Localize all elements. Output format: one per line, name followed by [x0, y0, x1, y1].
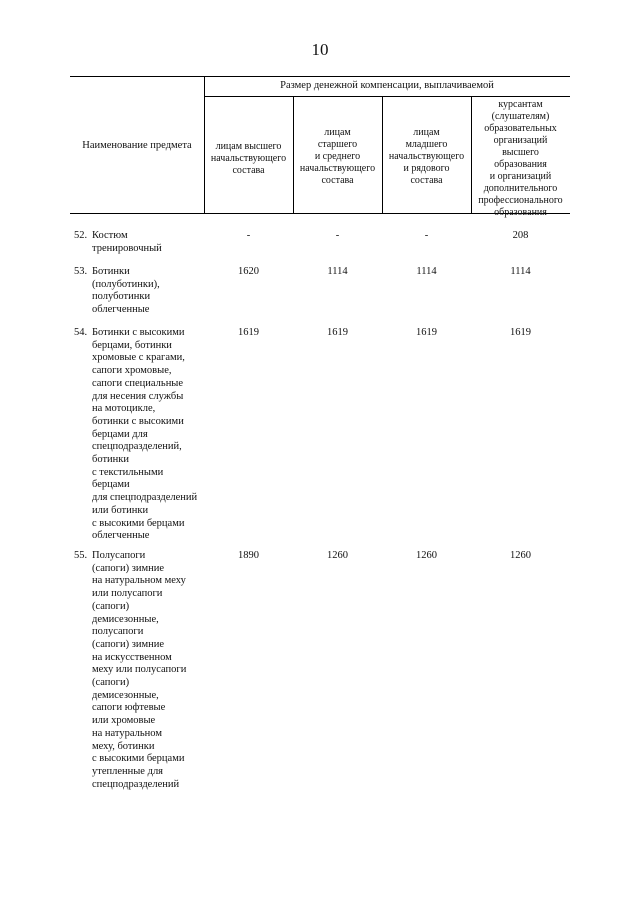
item-name-line: (сапоги)	[92, 600, 130, 612]
row-number: 52.	[74, 230, 88, 241]
compensation-value: 1619	[416, 327, 437, 338]
item-name-line: для несения службы	[92, 390, 184, 402]
item-name-line: (сапоги)	[92, 677, 130, 689]
item-name-line: берцами, ботинки	[92, 339, 172, 351]
column-header-line: лицам	[324, 127, 351, 138]
group-divider	[204, 96, 570, 97]
compensation-value: 1619	[327, 327, 348, 338]
column-header-middle-command	[293, 127, 382, 187]
item-name-line: (сапоги) зимние	[92, 562, 165, 574]
item-name-line: для спецподразделений	[92, 492, 198, 504]
compensation-value: -	[246, 230, 251, 241]
item-name-line: или хромовые	[92, 715, 156, 727]
column-header-line: образования	[494, 159, 547, 170]
item-name-line: сапоги хромовые,	[92, 365, 172, 377]
row-number: 55.	[74, 550, 88, 561]
compensation-value: 1260	[327, 550, 348, 561]
item-name-line: полусапоги	[92, 626, 144, 638]
compensation-value: 1619	[238, 327, 259, 338]
item-name-line: с текстильными	[92, 466, 164, 478]
item-name-line: Ботинки с высокими	[92, 327, 185, 338]
column-header-line: курсантам	[498, 99, 543, 110]
item-name-line: демисезонные,	[92, 689, 159, 701]
item-name-line: с высокими берцами	[92, 517, 185, 529]
group-header: Размер денежной компенсации, выплачиваемой	[280, 80, 494, 91]
name-column-header: Наименование предмета	[82, 140, 192, 151]
item-name-line: полуботинки	[92, 291, 151, 303]
item-name-line: утепленные для	[92, 765, 164, 777]
table-top-border	[70, 76, 570, 77]
item-name-line: берцами для	[92, 428, 148, 440]
column-header-line: начальствующего	[388, 151, 465, 162]
column-header-line: профессионального	[478, 195, 563, 206]
page-number: 10	[311, 40, 329, 59]
column-header-line: состава	[232, 165, 265, 176]
item-name-line: на мотоцикле,	[92, 403, 156, 415]
item-name-line: меху, ботинки	[92, 740, 155, 752]
column-header-line: дополнительного	[483, 183, 558, 194]
compensation-value: 208	[512, 230, 529, 241]
row-number: 53.	[74, 266, 88, 277]
column-header-line: и организаций	[489, 171, 552, 182]
column-header-line: организаций	[493, 135, 548, 146]
item-name-line: берцами	[92, 479, 130, 491]
item-name-line: ботинки	[92, 454, 130, 466]
column-header-line: высшего	[502, 147, 539, 158]
item-name-line: на натуральном меху	[92, 575, 186, 587]
item-name-line: Ботинки	[92, 266, 130, 277]
compensation-value: 1114	[327, 266, 348, 277]
compensation-value: 1260	[510, 550, 531, 561]
column-header-line: (слушателям)	[491, 111, 550, 122]
compensation-value: -	[335, 230, 340, 241]
item-name-line: сапоги специальные	[92, 377, 184, 389]
item-name	[92, 230, 222, 255]
column-header-line: состава	[410, 175, 443, 186]
column-header-line: и среднего	[314, 151, 361, 162]
column-header-line: младшего	[405, 139, 448, 150]
column-header-line: начальствующего	[210, 153, 287, 164]
item-name	[92, 327, 222, 543]
item-name-line: хромовые с крагами,	[92, 352, 185, 364]
row-number: 54.	[74, 327, 88, 338]
column-header-line: и рядового	[403, 163, 450, 174]
item-name-line: или ботинки	[92, 504, 149, 516]
item-name	[92, 550, 222, 791]
compensation-value: -	[424, 230, 429, 241]
item-name-line: облегченные	[92, 304, 150, 316]
compensation-value: 1619	[510, 327, 531, 338]
item-name-line: с высокими берцами	[92, 753, 185, 765]
column-header-cadets	[471, 99, 570, 219]
item-name-line: спецподразделений	[92, 778, 180, 790]
column-header-line: начальствующего	[299, 163, 376, 174]
item-name-line: ботинки с высокими	[92, 415, 184, 427]
item-name-line: Полусапоги	[92, 550, 146, 561]
column-header-junior-command	[382, 127, 471, 187]
item-name-line: тренировочный	[92, 242, 162, 254]
compensation-value: 1114	[416, 266, 437, 277]
compensation-value: 1114	[510, 266, 531, 277]
compensation-value: 1620	[238, 266, 259, 277]
item-name-line: (сапоги) зимние	[92, 638, 165, 650]
item-name-line: демисезонные,	[92, 613, 159, 625]
column-header-senior-command	[204, 141, 293, 177]
item-name-line: на натуральном	[92, 727, 162, 739]
item-name-line: меху или полусапоги	[92, 664, 187, 676]
column-header-line: старшего	[317, 139, 358, 150]
column-header-line: лицам	[413, 127, 440, 138]
item-name-line: (полуботинки),	[92, 278, 160, 290]
item-name-line: облегченные	[92, 530, 150, 542]
item-name	[92, 266, 222, 317]
item-name-line: или полусапоги	[92, 588, 163, 600]
item-name-line: сапоги юфтевые	[92, 702, 166, 714]
item-name-line: на искусственном	[92, 651, 172, 663]
column-header-line: образовательных	[484, 123, 557, 134]
compensation-value: 1260	[416, 550, 437, 561]
column-header-line: состава	[321, 175, 354, 186]
column-header-line: образования	[494, 207, 547, 218]
item-name-line: Костюм	[92, 230, 128, 241]
column-header-line: лицам высшего	[215, 141, 282, 152]
item-name-line: спецподразделений,	[92, 441, 182, 453]
compensation-value: 1890	[238, 550, 259, 561]
